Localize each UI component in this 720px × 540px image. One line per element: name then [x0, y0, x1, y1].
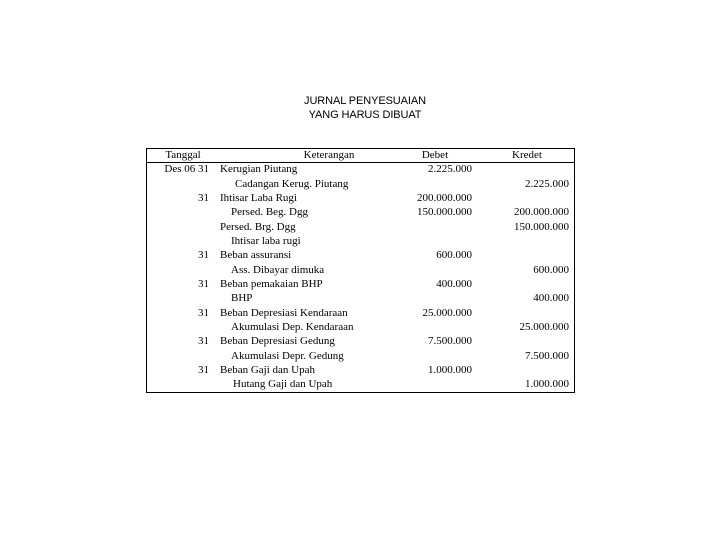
cell-kredet: 2.225.000 [525, 177, 569, 190]
cell-keterangan: Akumulasi Dep. Kendaraan [231, 321, 354, 333]
header-kredet: Kredet [512, 149, 542, 161]
cell-keterangan: Beban Depresiasi Kendaraan [220, 306, 348, 319]
cell-kredet: 400.000 [533, 292, 569, 304]
journal-subtitle: YANG HARUS DIBUAT [308, 109, 422, 121]
cell-debet: 2.225.000 [428, 163, 472, 175]
cell-kredet: 600.000 [533, 263, 569, 276]
cell-debet: 200.000.000 [417, 192, 472, 204]
cell-debet: 1.000.000 [428, 364, 472, 376]
cell-keterangan: Hutang Gaji dan Upah [233, 378, 333, 390]
cell-keterangan: Kerugian Piutang [220, 163, 298, 175]
cell-kredet: 7.500.000 [525, 349, 569, 362]
cell-keterangan: Beban Depresiasi Gedung [220, 335, 335, 347]
cell-tanggal: 31 [198, 278, 209, 290]
cell-keterangan: Cadangan Kerug. Piutang [235, 177, 349, 190]
cell-tanggal: 31 [198, 335, 209, 347]
cell-keterangan: Ass. Dibayar dimuka [231, 263, 325, 276]
cell-debet: 7.500.000 [428, 335, 472, 347]
header-debet: Debet [421, 149, 449, 161]
header-divider [147, 162, 574, 163]
header-keterangan: Keterangan [303, 149, 355, 161]
cell-tanggal: 31 [198, 306, 209, 319]
cell-kredet: 200.000.000 [514, 206, 569, 218]
cell-keterangan: Beban pemakaian BHP [220, 278, 323, 290]
cell-debet: 25.000.000 [422, 306, 472, 319]
cell-keterangan: Beban Gaji dan Upah [220, 364, 315, 376]
cell-debet: 150.000.000 [417, 206, 472, 218]
cell-debet: 400.000 [436, 278, 472, 290]
cell-tanggal: Des 06 31 [164, 163, 209, 175]
cell-kredet: 25.000.000 [519, 321, 569, 333]
cell-tanggal: 31 [198, 249, 209, 261]
cell-kredet: 150.000.000 [514, 220, 569, 233]
cell-keterangan: Ihtisar laba rugi [231, 235, 301, 247]
cell-keterangan: Akumulasi Depr. Gedung [231, 349, 344, 362]
cell-keterangan: BHP [231, 292, 253, 304]
cell-keterangan: Ihtisar Laba Rugi [220, 192, 297, 204]
header-tanggal: Tanggal [165, 149, 201, 161]
cell-keterangan: Persed. Brg. Dgg [220, 220, 296, 233]
cell-tanggal: 31 [198, 364, 209, 376]
cell-kredet: 1.000.000 [525, 378, 569, 390]
journal-table [146, 148, 575, 393]
cell-keterangan: Persed. Beg. Dgg [231, 206, 308, 218]
cell-debet: 600.000 [436, 249, 472, 261]
journal-title: JURNAL PENYESUAIAN [304, 95, 426, 107]
cell-keterangan: Beban assuransi [220, 249, 292, 261]
cell-tanggal: 31 [198, 192, 209, 204]
